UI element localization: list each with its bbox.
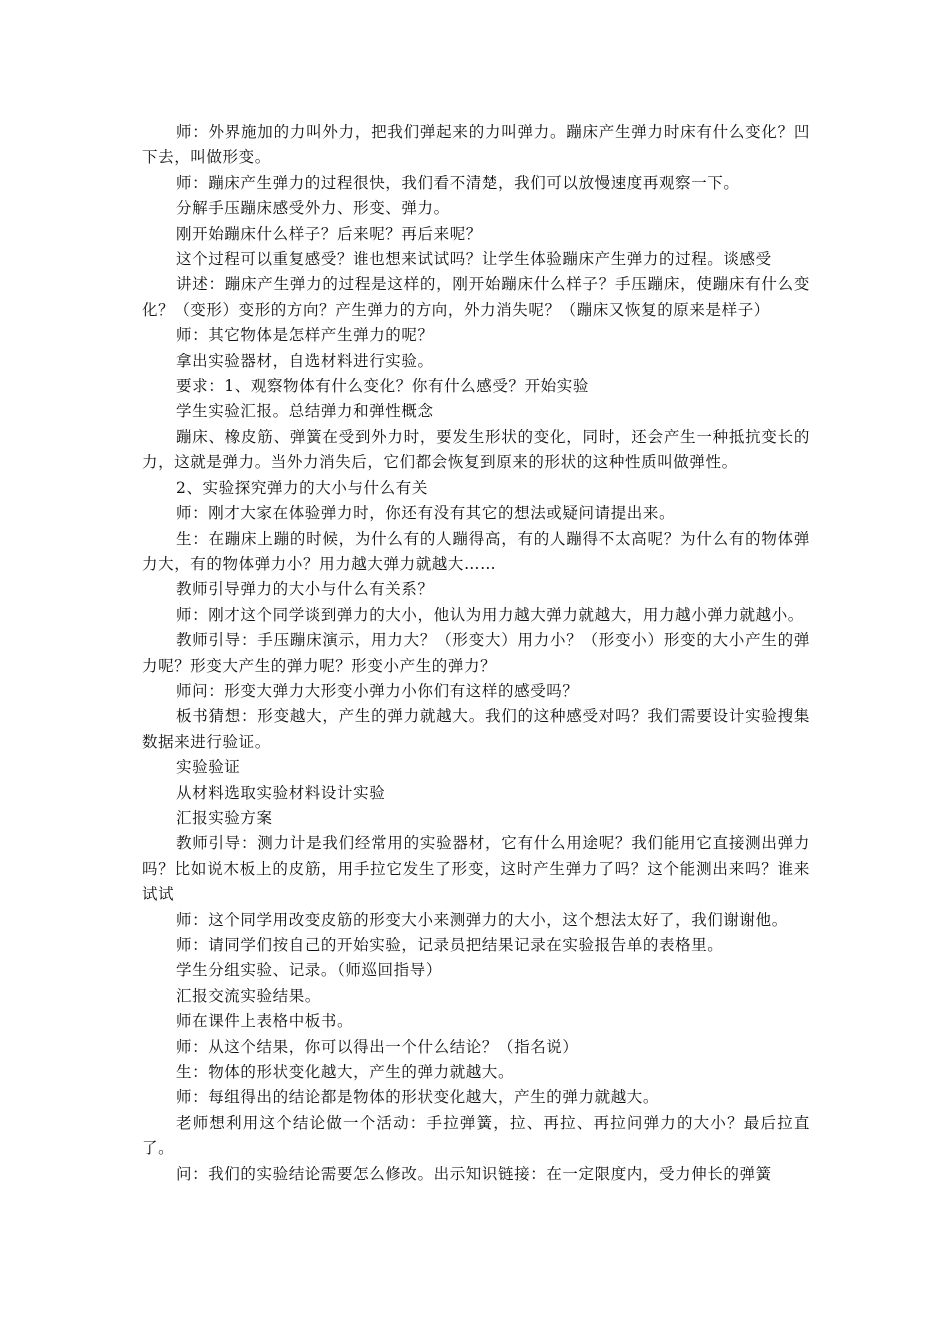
paragraph: 实验验证 [176, 758, 241, 777]
paragraph: 从材料选取实验材料设计实验 [176, 783, 386, 802]
paragraph: 师：这个同学用改变皮筋的形变大小来测弹力的大小，这个想法太好了，我们谢谢他。 [176, 910, 788, 929]
paragraph: 师问：形变大弹力大形变小弹力小你们有这样的感受吗？ [176, 681, 579, 700]
paragraph: 刚开始蹦床什么样子？后来呢？再后来呢？ [176, 224, 482, 243]
paragraph: 学生分组实验、记录。（师巡回指导） [176, 961, 442, 980]
paragraph: 师：外界施加的力叫外力，把我们弹起来的力叫弹力。蹦床产生弹力时床有什么变化？凹下去，叫做形变。 [142, 123, 810, 167]
paragraph: 生：在蹦床上蹦的时候，为什么有的人蹦得高，有的人蹦得不太高呢？为什么有的物体弹力大，有的物体弹力小？用力越大弹力就越大…… [142, 529, 810, 573]
paragraph: 拿出实验器材，自选材料进行实验。 [176, 351, 434, 370]
paragraph: 学生实验汇报。总结弹力和弹性概念 [176, 402, 434, 421]
paragraph: 师：其它物体是怎样产生弹力的呢？ [176, 326, 434, 345]
paragraph: 蹦床、橡皮筋、弹簧在受到外力时，要发生形状的变化，同时，还会产生一种抵抗变长的力，这就是弹力。当外力消失后，它们都会恢复到原来的形状的这种性质叫做弹性。 [142, 427, 810, 472]
paragraph: 讲述：蹦床产生弹力的过程是这样的，刚开始蹦床什么样子？手压蹦床，使蹦床有什么变化？（变形）变形的方向？产生弹力的方向，外力消失呢？（蹦床又恢复的原来是样子） [142, 275, 810, 319]
paragraph: 分解手压蹦床感受外力、形变、弹力。 [176, 199, 450, 218]
document-body [142, 120, 810, 1187]
paragraph: 师在课件上表格中板书。 [176, 1012, 354, 1031]
paragraph: 教师引导：手压蹦床演示，用力大？（形变大）用力小？（形变小）形变的大小产生的弹力呢？形变大产生的弹力呢？形变小产生的弹力？ [142, 631, 810, 675]
paragraph: 老师想利用这个结论做一个活动：手拉弹簧，拉、再拉、再拉问弹力的大小？最后拉直了。 [142, 1113, 810, 1158]
paragraph: 生：物体的形状变化越大，产生的弹力就越大。 [176, 1063, 515, 1082]
paragraph: 问：我们的实验结论需要怎么修改。出示知识链接：在一定限度内，受力伸长的弹簧 [176, 1164, 772, 1183]
paragraph: 师：刚才这个同学谈到弹力的大小，他认为用力越大弹力就越大，用力越小弹力就越小。 [176, 605, 804, 624]
paragraph: 师：每组得出的结论都是物体的形状变化越大，产生的弹力就越大。 [176, 1088, 660, 1107]
paragraph: 板书猜想：形变越大，产生的弹力就越大。我们的这种感受对吗？我们需要设计实验搜集数据来进行验证。 [142, 707, 810, 751]
paragraph: 汇报实验方案 [176, 808, 273, 827]
paragraph: 教师引导：测力计是我们经常用的实验器材，它有什么用途呢？我们能用它直接测出弹力吗？比如说木板上的皮筋，用手拉它发生了形变，这时产生弹力了吗？这个能测出来吗？谁来试试 [142, 834, 810, 904]
paragraph: 师：刚才大家在体验弹力时，你还有没有其它的想法或疑问请提出来。 [176, 504, 676, 523]
section-heading: 2、实验探究弹力的大小与什么有关 [176, 478, 428, 497]
paragraph: 师：请同学们按自己的开始实验，记录员把结果记录在实验报告单的表格里。 [176, 936, 724, 954]
paragraph: 教师引导弹力的大小与什么有关系？ [176, 580, 434, 599]
paragraph: 师：蹦床产生弹力的过程很快，我们看不清楚，我们可以放慢速度再观察一下。 [176, 173, 740, 192]
paragraph: 汇报交流实验结果。 [176, 986, 321, 1005]
paragraph: 师：从这个结果，你可以得出一个什么结论？（指名说） [176, 1037, 579, 1056]
paragraph: 这个过程可以重复感受？谁也想来试试吗？让学生体验蹦床产生弹力的过程。谈感受 [176, 250, 772, 269]
paragraph: 要求：1、观察物体有什么变化？你有什么感受？开始实验 [176, 377, 589, 396]
